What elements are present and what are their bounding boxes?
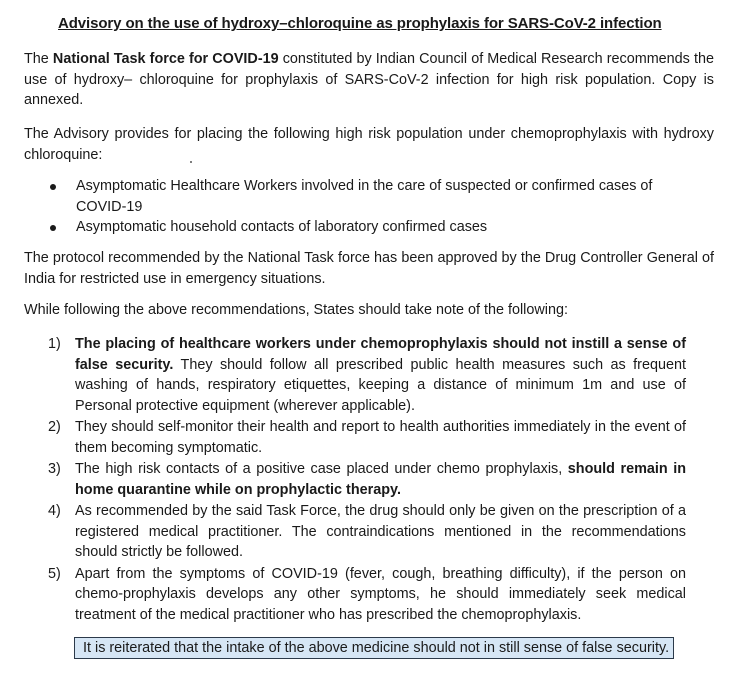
highlighted-callout: It is reiterated that the intake of the above medicine should not in still sense of false security.: [74, 637, 674, 659]
numbered-list: [0, 334, 745, 625]
list-item: [0, 459, 686, 500]
stray-mark: [190, 161, 192, 163]
item-text: They should follow all prescribed public health measures such as frequent washing of hands, respiratory etiquettes, keeping a distance of minimum 1m and use of Personal protective equipment (wherever applicable).: [75, 356, 686, 414]
bullet-dot-icon: [50, 225, 56, 231]
item-number: 1): [48, 336, 61, 352]
list-item: [0, 564, 686, 626]
item-number: 2): [48, 419, 61, 435]
item-text: They should self-monitor their health and report to health authorities immediately in the event of them becoming symptomatic.: [75, 419, 686, 456]
bullet-dot-icon: [50, 184, 56, 190]
bullet-item: [0, 217, 688, 238]
para1-bold: National Task force for COVID-19: [52, 51, 279, 67]
item-text: The high risk contacts of a positive case placed under chemo prophylaxis,: [75, 461, 568, 477]
list-item: [0, 417, 686, 458]
bullet-text: Asymptomatic household contacts of laboratory confirmed cases: [76, 219, 488, 235]
bullet-list: [0, 176, 745, 238]
item-number: 5): [48, 565, 61, 582]
list-item: [0, 501, 686, 563]
para1-rest: constituted by Indian Council of Medical Research recommends the use of hydroxy– chloroquine for prophylaxis of SARS-CoV-2 infection for high risk population. Copy is annexed.: [24, 51, 714, 108]
paragraph-protocol: The protocol recommended by the National Task force has been approved by the Drug Controller General of India for restricted use in emergency situations.: [24, 250, 714, 287]
item-text: Apart from the symptoms of COVID-19 (fever, cough, breathing difficulty), if the person on chemo-prophylaxis develops any other symptoms, he should immediately seek medical treatment of the medical practitioner who has prescribed the chemoprophylaxis.: [75, 565, 686, 623]
paragraph-task-force: [24, 49, 714, 111]
bullet-text: Asymptomatic Healthcare Workers involved in the care of suspected or confirmed cases of COVID-19: [76, 178, 653, 215]
paragraph-advisory: The Advisory provides for placing the following high risk population under chemoprophylaxis with hydroxy chloroquine:: [24, 126, 714, 163]
item-number: 4): [48, 503, 61, 519]
document-title: Advisory on the use of hydroxy–chloroquine as prophylaxis for SARS-CoV-2 infection: [58, 15, 662, 32]
item-bold-text: should remain in home quarantine while on prophylactic therapy.: [75, 461, 687, 498]
list-item: [0, 334, 686, 416]
paragraph-following: While following the above recommendations, States should take note of the following:: [24, 302, 568, 318]
item-text: As recommended by the said Task Force, the drug should only be given on the prescription of a registered medical practitioner. The contraindications mentioned in the recommendations should strictly be followed.: [75, 503, 686, 560]
item-number: 3): [48, 461, 61, 477]
bullet-item: [0, 176, 688, 217]
item-bold-text: The placing of healthcare workers under chemoprophylaxis should not instill a sense of false security.: [75, 336, 686, 373]
para1-lead: The: [24, 51, 53, 67]
